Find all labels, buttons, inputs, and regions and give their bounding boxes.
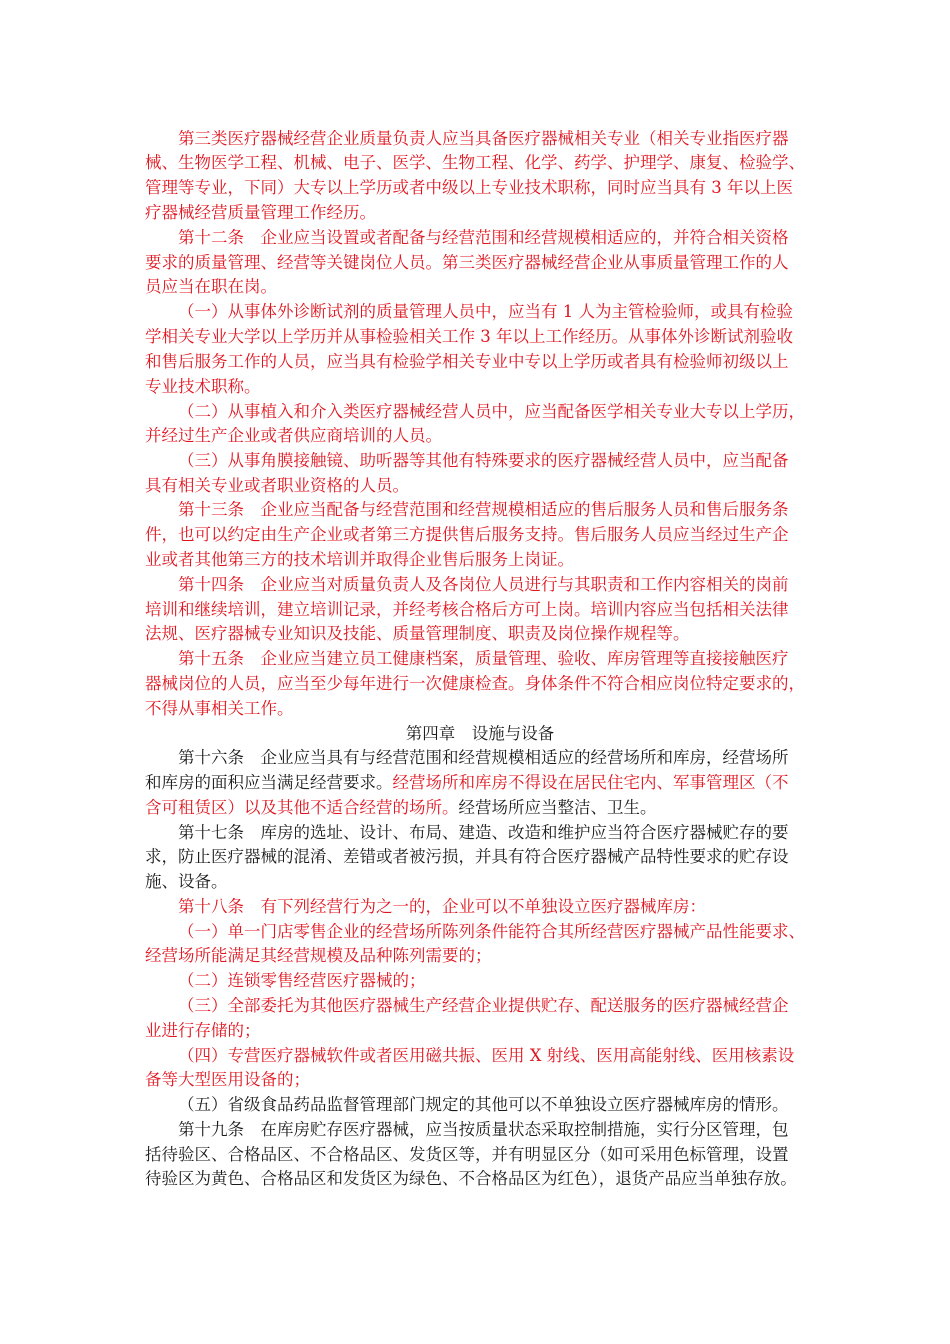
text-line — [145, 1093, 815, 1117]
text-line — [145, 1143, 815, 1167]
text-line — [145, 598, 815, 622]
text-segment: 和售后服务工作的人员，应当具有检验学相关专业中专以上学历或者具有检验师初级以上 — [145, 352, 789, 371]
text-line — [145, 474, 815, 498]
text-segment: （一）单一门店零售企业的经营场所陈列条件能符合其所经营医疗器械产品性能要求、 — [178, 922, 805, 941]
text-segment: 第十九条 在库房贮存医疗器械，应当按质量状态采取控制措施，实行分区管理，包 — [178, 1120, 789, 1139]
text-line — [145, 151, 815, 175]
text-segment: （五）省级食品药品监督管理部门规定的其他可以不单独设立医疗器械库房的情形。 — [178, 1095, 789, 1114]
text-segment: 械、生物医学工程、机械、电子、医学、生物工程、化学、药学、护理学、康复、检验学、 — [145, 153, 805, 172]
text-segment: （三）从事角膜接触镜、助听器等其他有特殊要求的医疗器械经营人员中，应当配备 — [178, 451, 789, 470]
text-line — [145, 350, 815, 374]
text-line — [145, 573, 815, 597]
text-line — [145, 647, 815, 671]
text-line — [145, 969, 815, 993]
text-segment: 第十七条 库房的选址、设计、布局、建造、改造和维护应当符合医疗器械贮存的要 — [178, 823, 789, 842]
text-line — [145, 821, 815, 845]
text-segment: 培训和继续培训，建立培训记录，并经考核合格后方可上岗。培训内容应当包括相关法律 — [145, 600, 789, 619]
text-segment: 管理等专业，下同）大专以上学历或者中级以上专业技术职称，同时应当具有 3 年以上医 — [145, 178, 793, 197]
text-segment: 第十五条 企业应当建立员工健康档案，质量管理、验收、库房管理等直接接触医疗 — [178, 649, 789, 668]
text-line — [145, 449, 815, 473]
text-line — [145, 994, 815, 1018]
text-line — [145, 300, 815, 324]
text-segment: 第十三条 企业应当配备与经营范围和经营规模相适应的售后服务人员和售后服务条 — [178, 500, 789, 519]
text-segment: 要求的质量管理、经营等关键岗位人员。第三类医疗器械经营企业从事质量管理工作的人 — [145, 253, 789, 272]
text-segment: 待验区为黄色、合格品区和发货区为绿色、不合格品区为红色），退货产品应当单独存放。 — [145, 1169, 797, 1188]
text-line — [145, 944, 815, 968]
text-segment: 器械岗位的人员，应当至少每年进行一次健康检查。身体条件不符合相应岗位特定要求的， — [145, 674, 805, 693]
text-line — [145, 1068, 815, 1092]
text-segment: （四）专营医疗器械软件或者医用磁共振、医用 X 射线、医用高能射线、医用核素设 — [178, 1046, 795, 1065]
text-line — [145, 127, 815, 151]
text-segment: 第三类医疗器械经营企业质量负责人应当具备医疗器械相关专业（相关专业指医疗器 — [178, 129, 789, 148]
text-line — [145, 226, 815, 250]
text-line — [145, 1118, 815, 1142]
text-line — [145, 424, 815, 448]
text-segment: 备等大型医用设备的； — [145, 1070, 310, 1089]
text-line — [145, 870, 815, 894]
text-segment: 第十六条 企业应当具有与经营范围和经营规模相适应的经营场所和库房，经营场所 — [178, 748, 789, 767]
text-segment: 业进行存储的； — [145, 1021, 261, 1040]
text-line — [145, 771, 815, 795]
text-line — [145, 622, 815, 646]
text-segment: 施、设备。 — [145, 872, 228, 891]
text-segment: （二）从事植入和介入类医疗器械经营人员中，应当配备医学相关专业大专以上学历， — [178, 402, 805, 421]
text-segment: 和库房的面积应当满足经营要求。 — [145, 773, 393, 792]
text-segment: 第十二条 企业应当设置或者配备与经营范围和经营规模相适应的，并符合相关资格 — [178, 228, 789, 247]
text-line — [145, 697, 815, 721]
text-line — [145, 176, 815, 200]
text-line — [145, 251, 815, 275]
text-line — [145, 895, 815, 919]
text-line — [145, 548, 815, 572]
text-segment: 件，也可以约定由生产企业或者第三方提供售后服务支持。售后服务人员应当经过生产企 — [145, 525, 789, 544]
text-segment: 法规、医疗器械专业知识及技能、质量管理制度、职责及岗位操作规程等。 — [145, 624, 690, 643]
text-segment: 括待验区、合格品区、不合格品区、发货区等，并有明显区分（如可采用色标管理，设置 — [145, 1145, 789, 1164]
text-segment: 学相关专业大学以上学历并从事检验相关工作 3 年以上工作经历。从事体外诊断试剂验收 — [145, 327, 793, 346]
text-segment: （三）全部委托为其他医疗器械生产经营企业提供贮存、配送服务的医疗器械经营企 — [178, 996, 789, 1015]
text-segment: 疗器械经营质量管理工作经历。 — [145, 203, 376, 222]
text-line — [145, 400, 815, 424]
text-segment: 不得从事相关工作。 — [145, 699, 294, 718]
text-line — [145, 672, 815, 696]
text-line — [145, 201, 815, 225]
text-line — [145, 1044, 815, 1068]
text-segment: 经营场所应当整洁、卫生。 — [458, 798, 657, 817]
text-line — [145, 1167, 815, 1191]
text-line — [145, 375, 815, 399]
text-segment: 第十八条 有下列经营行为之一的，企业可以不单独设立医疗器械库房： — [178, 897, 706, 916]
text-segment: 求，防止医疗器械的混淆、差错或者被污损，并具有符合医疗器械产品特性要求的贮存设 — [145, 847, 789, 866]
text-segment: 经营场所能满足其经营规模及品种陈列需要的； — [145, 946, 492, 965]
text-segment: 具有相关专业或者职业资格的人员。 — [145, 476, 409, 495]
text-line — [145, 920, 815, 944]
text-segment: 专业技术职称。 — [145, 377, 261, 396]
text-segment: 含可租赁区）以及其他不适合经营的场所。 — [145, 798, 459, 817]
text-line — [145, 523, 815, 547]
text-line — [145, 796, 815, 820]
text-line — [145, 275, 815, 299]
text-segment: （一）从事体外诊断试剂的质量管理人员中，应当有 1 人为主管检验师，或具有检验 — [178, 302, 793, 321]
text-line — [145, 1019, 815, 1043]
text-line — [145, 746, 815, 770]
text-line — [145, 845, 815, 869]
text-segment: （二）连锁零售经营医疗器械的； — [178, 971, 426, 990]
chapter-heading — [145, 722, 815, 746]
text-line — [145, 498, 815, 522]
text-segment: 员应当在职在岗。 — [145, 277, 277, 296]
text-segment: 第十四条 企业应当对质量负责人及各岗位人员进行与其职责和工作内容相关的岗前 — [178, 575, 789, 594]
text-segment: 并经过生产企业或者供应商培训的人员。 — [145, 426, 442, 445]
text-segment: 经营场所和库房不得设在居民住宅内、军事管理区（不 — [392, 773, 789, 792]
text-line — [145, 325, 815, 349]
text-segment: 业或者其他第三方的技术培训并取得企业售后服务上岗证。 — [145, 550, 574, 569]
text-segment: 第四章 设施与设备 — [405, 724, 555, 743]
